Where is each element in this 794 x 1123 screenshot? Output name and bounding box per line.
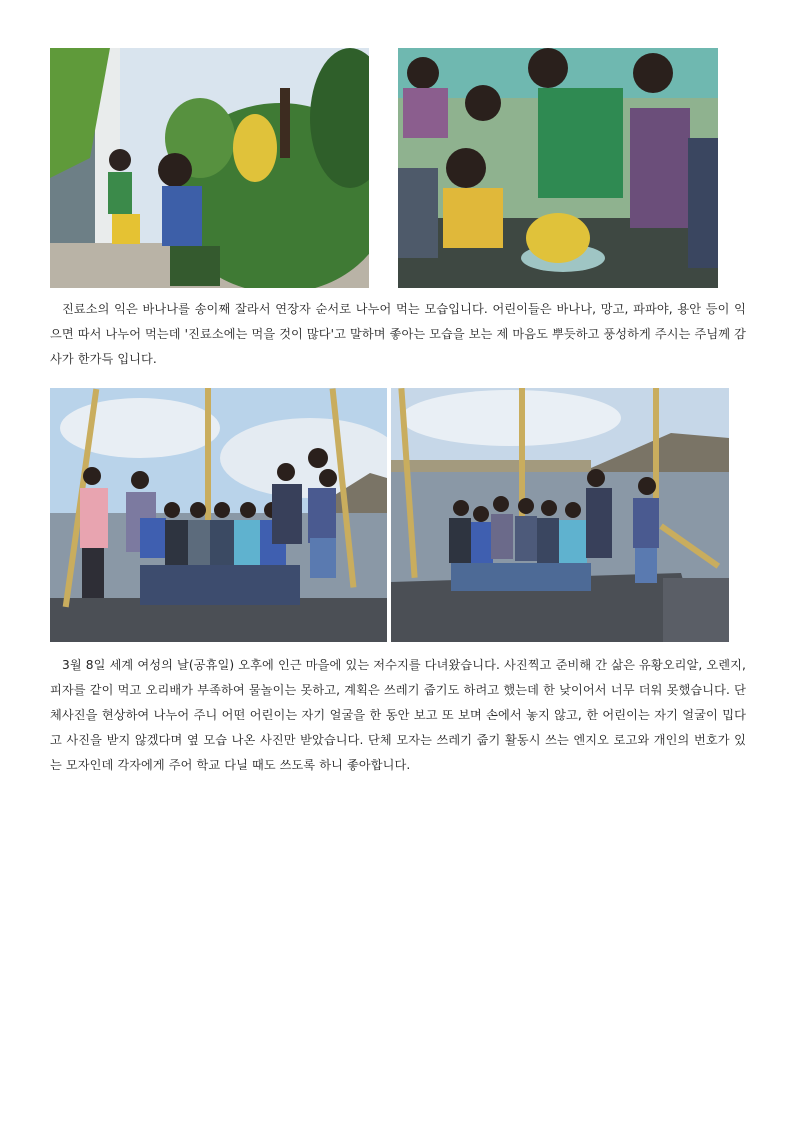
paragraph-bananas-text: 진료소의 익은 바나나를 송이째 잘라서 연장자 순서로 나누어 먹는 모습입니다. 어린이들은 바나나, 망고, 파파야, 용안 등이 익으면 따서 나누어 먹는데 '진료소에는 먹을 것이 많다'고 말하며 좋아는 모습을 보는 제 마음도 뿌듯하고 풍성하게 주시는 주님께 감사가 한가득 입니다. [50,302,746,366]
photo-group-dock-left [50,388,387,642]
photo-group-dock-right [391,388,729,642]
photo-banana-tree [50,48,369,288]
paragraph-bananas [50,297,746,372]
paragraph-reservoir-trip [50,653,746,778]
photo-children-bananas [398,48,718,288]
paragraph-reservoir-trip-text: 3월 8일 세계 여성의 날(공휴일) 오후에 인근 마을에 있는 저수지를 다녀왔습니다. 사진찍고 준비해 간 삶은 유황오리알, 오렌지, 피자를 같이 먹고 오리배가 부족하여 물놀이는 못하고, 계획은 쓰레기 줍기도 하려고 했는데 한 낮이어서 너무 더워 못했습니다. 단체사진을 현상하여 나누어 주니 어떤 어린이는 자기 얼굴을 한 동안 보고 또 보며 손에서 놓지 않고, 한 어린이는 자기 얼굴이 밉다고 사진을 받지 않겠다며 옆 모습 나온 사진만 받았습니다. 단체 모자는 쓰레기 줍기 활동시 쓰는 엔지오 로고와 개인의 번호가 있는 모자인데 각자에게 주어 학교 다닐 때도 쓰도록 하니 좋아합니다. [50,658,746,772]
